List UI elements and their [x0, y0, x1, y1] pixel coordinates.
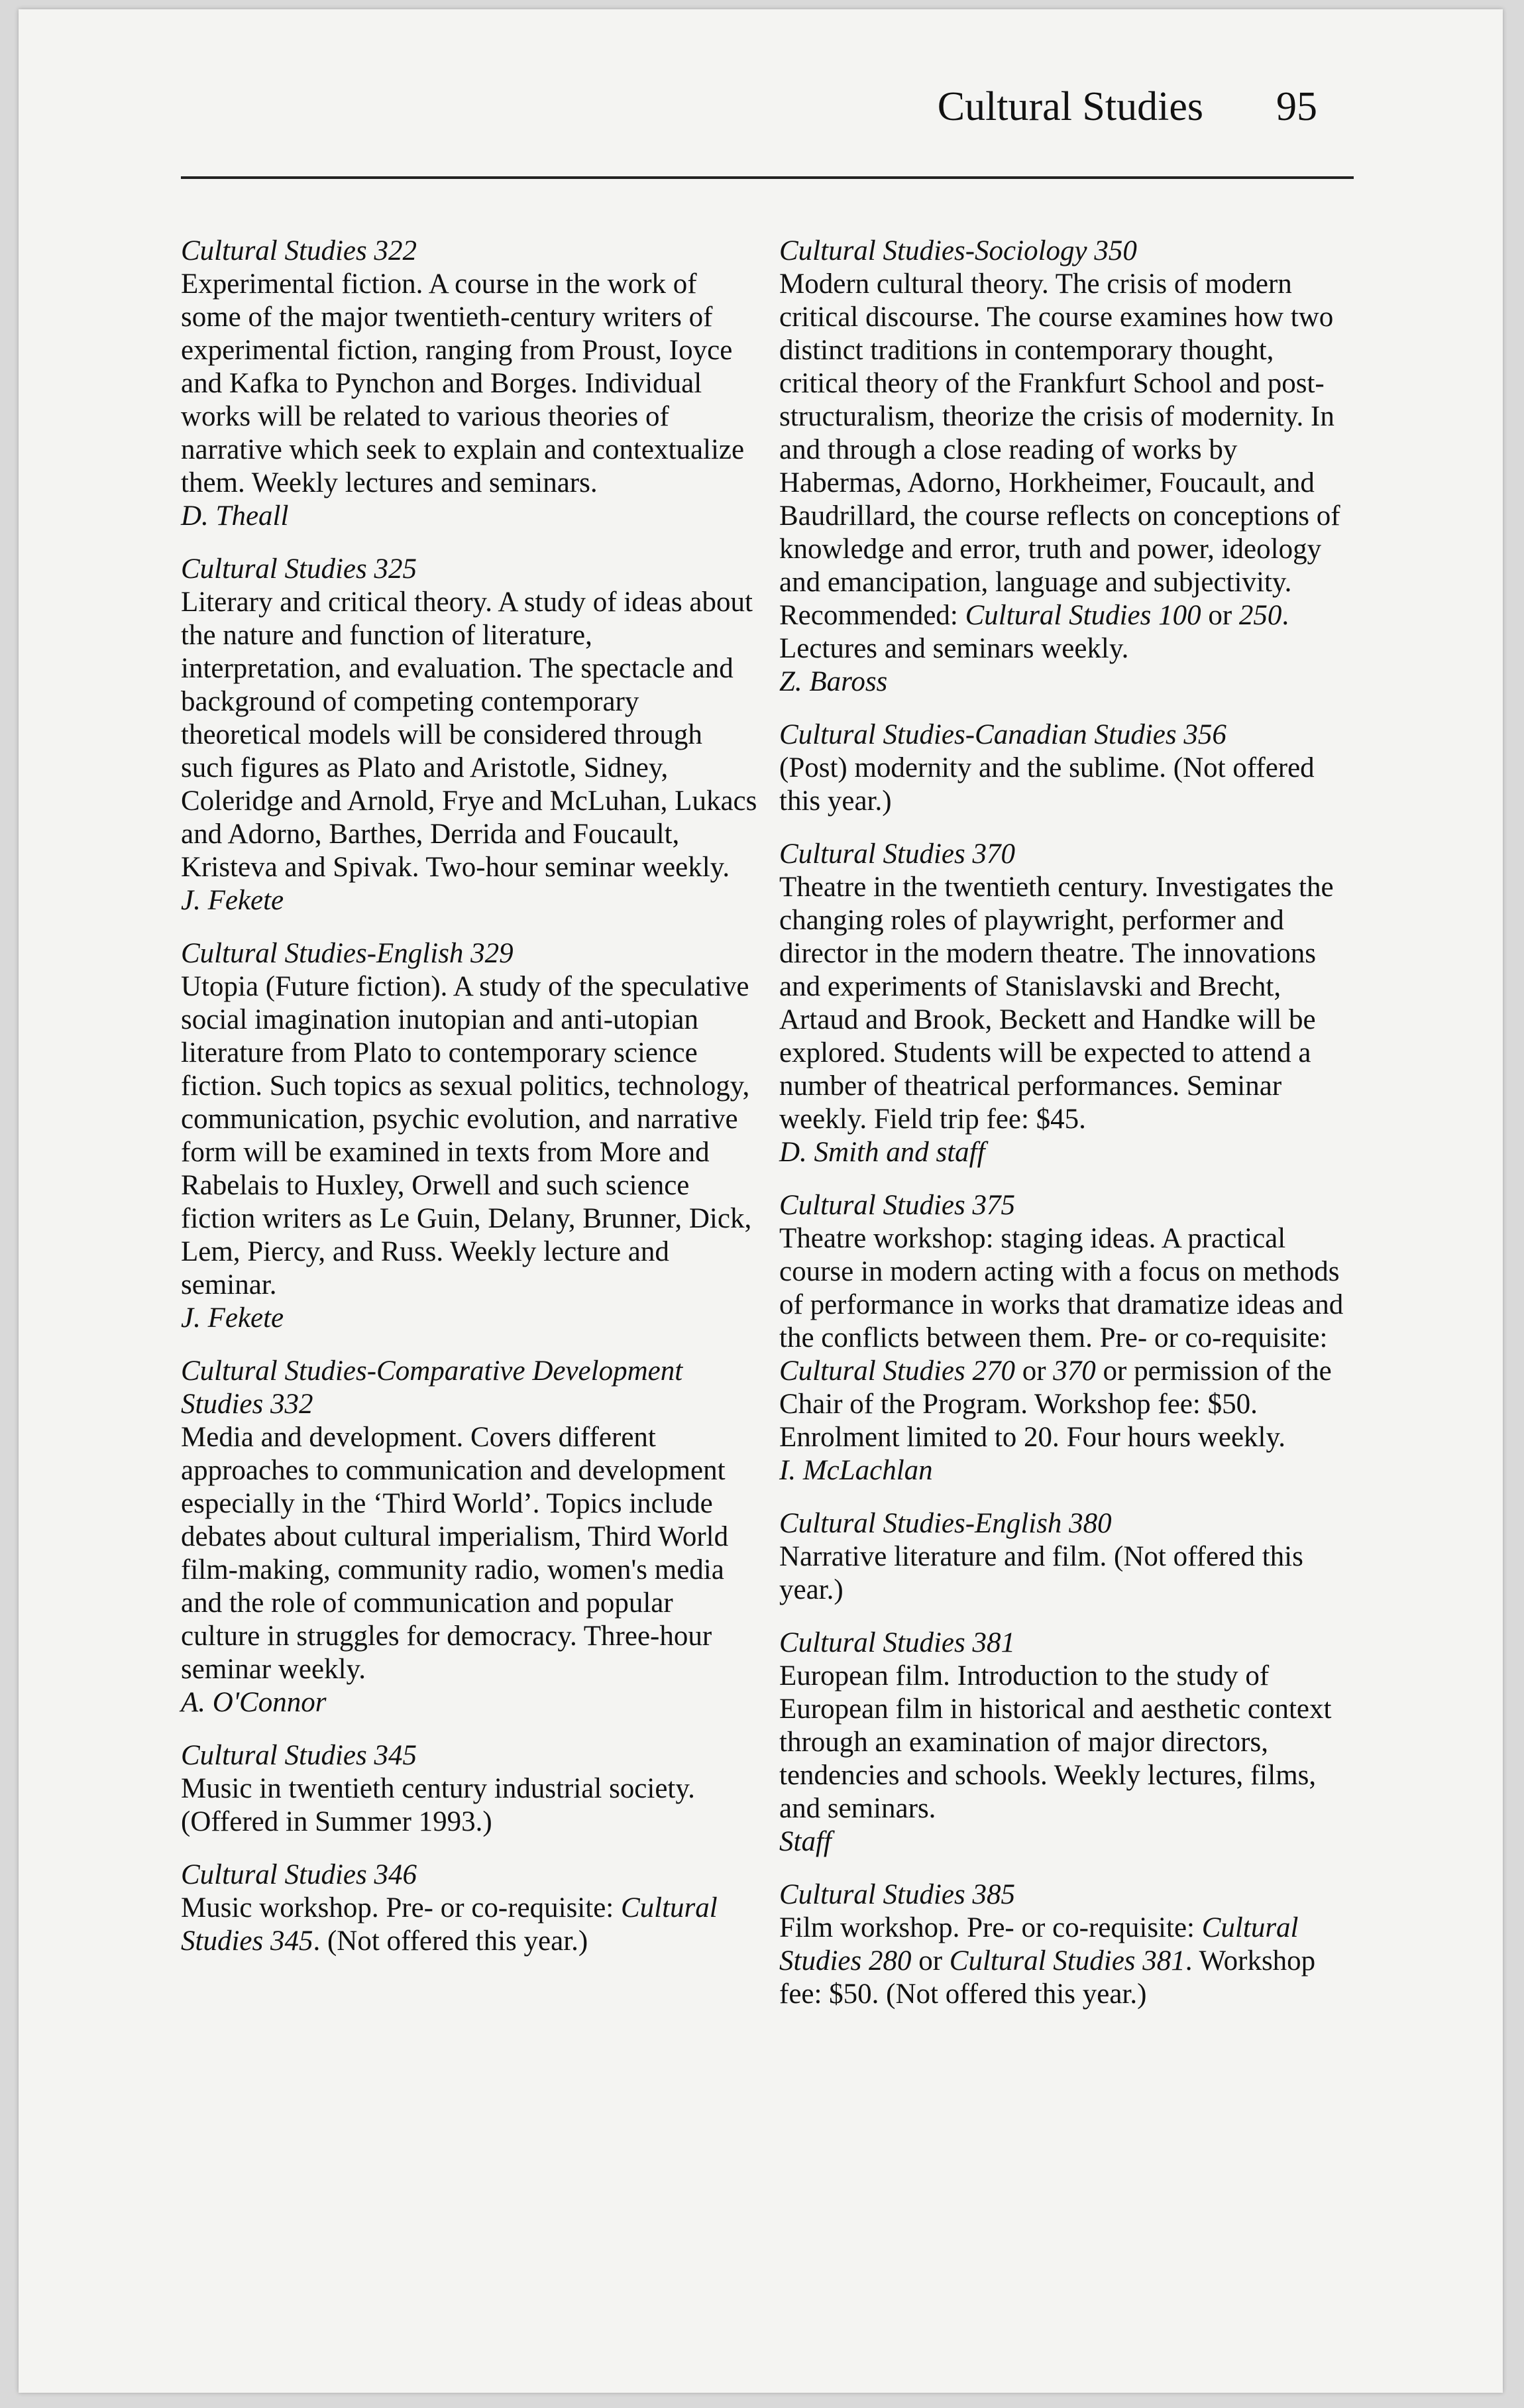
description-text: or [911, 1945, 950, 1977]
course-title: Cultural Studies 322 [181, 235, 417, 266]
page-number: 95 [1276, 84, 1317, 129]
description-text: Film workshop. Pre- or co-requisite: [779, 1912, 1202, 1943]
course-description [181, 970, 757, 1302]
description-text: Modern cultural theory. The crisis of modern critical discourse. The course examines how two distinct traditions in contemporary thought, critical theory of the Frankfurt School and post-structuralism, theorize the crisis of modernity. In and through a close reading of works by Habermas, Adorno, Horkheimer, Foucault, and Baudrillard, the course reflects on conceptions of knowledge and error, truth and power, ideology and emancipation, language and subjectivity. Recommended: [779, 268, 1340, 631]
course-reference: Cultural Studies 345 [181, 1892, 718, 1957]
description-text: . (Not offered this year.) [313, 1925, 588, 1957]
course-description [181, 586, 757, 884]
instructor-name: A. O'Connor [181, 1687, 327, 1718]
description-text: Utopia (Future fiction). A study of the speculative social imagination inutopian and anti-utopian literature from Plato to contemporary science fiction. Such topics as sexual politics, technology, communication, psychic evolution, and narrative form will be examined in texts from More and Rabelais to Huxley, Orwell and such science fiction writers as Le Guin, Delany, Brunner, Dick, Lem, Piercy, and Russ. Weekly lecture and seminar. [181, 971, 752, 1300]
course-reference: Cultural Studies 270 [779, 1355, 1015, 1387]
description-text: or [1014, 1355, 1054, 1387]
course-entry [779, 235, 1356, 699]
description-text: Theatre workshop: staging ideas. A practical course in modern acting with a focus on methods of performance in works that dramatize ideas and the conflicts between them. Pre- or co-requisite: [779, 1223, 1344, 1353]
course-entry [181, 1859, 757, 1958]
description-text: . Lectures and seminars weekly. [779, 600, 1289, 664]
course-title: Cultural Studies-Comparative Development Studies 332 [181, 1355, 683, 1420]
description-text: . Workshop fee: $50. (Not offered this year.) [779, 1945, 1316, 2010]
course-reference: Cultural Studies 280 [779, 1912, 1299, 1977]
instructor-name: J. Fekete [181, 1302, 284, 1334]
course-entry [181, 553, 757, 917]
course-title: Cultural Studies 345 [181, 1740, 417, 1771]
course-description [181, 268, 757, 500]
course-entry [779, 718, 1356, 818]
course-entry [181, 235, 757, 533]
instructor-name: I. McLachlan [779, 1455, 933, 1486]
course-entry [779, 1627, 1356, 1859]
course-description [779, 1540, 1356, 1607]
course-title: Cultural Studies-English 380 [779, 1508, 1112, 1539]
description-text: Theatre in the twentieth century. Investigates the changing roles of playwright, performer and director in the modern theatre. The innovations and experiments of Stanislavski and Brecht, Artaud and Brook, Beckett and Handke will be explored. Students will be expected to attend a number of theatrical performances. Seminar weekly. Field trip fee: $45. [779, 872, 1334, 1135]
instructor-name: D. Smith and staff [779, 1137, 985, 1168]
course-entry [181, 937, 757, 1335]
instructor-name: J. Fekete [181, 885, 284, 916]
course-description [181, 1892, 757, 1958]
course-description [181, 1421, 757, 1686]
description-text: (Post) modernity and the sublime. (Not offered this year.) [779, 752, 1315, 817]
course-description [779, 1912, 1356, 2011]
course-description [779, 1660, 1356, 1825]
course-description [779, 752, 1356, 818]
description-text: European film. Introduction to the study of European film in historical and aesthetic context through an examination of major directors, tendencies and schools. Weekly lectures, films, and seminars. [779, 1660, 1332, 1824]
description-text: Narrative literature and film. (Not offered this year.) [779, 1541, 1303, 1605]
course-title: Cultural Studies-Sociology 350 [779, 235, 1137, 266]
catalog-page [19, 9, 1503, 2393]
instructor-name: Staff [779, 1826, 832, 1857]
description-text: Literary and critical theory. A study of ideas about the nature and function of literature, interpretation, and evaluation. The spectacle and background of competing contemporary theoretical models will be considered through such figures as Plato and Aristotle, Sidney, Coleridge and Arnold, Frye and McLuhan, Lukacs and Adorno, Barthes, Derrida and Foucault, Kristeva and Spivak. Two-hour seminar weekly. [181, 587, 757, 883]
course-entry [779, 1878, 1356, 2011]
course-reference: 370 [1053, 1355, 1096, 1387]
course-title: Cultural Studies 346 [181, 1859, 417, 1890]
course-title: Cultural Studies-Canadian Studies 356 [779, 719, 1226, 750]
left-column [181, 235, 757, 1978]
course-title: Cultural Studies 375 [779, 1190, 1015, 1221]
course-entry [779, 1189, 1356, 1487]
instructor-name: Z. Baross [779, 666, 888, 697]
description-text: Experimental fiction. A course in the work of some of the major twentieth-century writers of experimental fiction, ranging from Proust, Ioyce and Kafka to Pynchon and Borges. Individual works will be related to various theories of narrative which seek to explain and contextualize them. Weekly lectures and seminars. [181, 268, 745, 498]
instructor-name: D. Theall [181, 500, 289, 532]
description-text: or permission of the Chair of the Program. Workshop fee: $50. Enrolment limited to 20. Four hours weekly. [779, 1355, 1332, 1453]
course-description [779, 268, 1356, 665]
course-description [779, 1222, 1356, 1454]
right-column [779, 235, 1356, 2031]
course-title: Cultural Studies 370 [779, 838, 1015, 870]
course-title: Cultural Studies 385 [779, 1879, 1015, 1910]
course-reference: 250 [1238, 600, 1282, 631]
course-description [779, 871, 1356, 1136]
section-title: Cultural Studies [937, 84, 1203, 129]
course-entry [181, 1739, 757, 1839]
description-text: Music workshop. Pre- or co-requisite: [181, 1892, 621, 1923]
description-text: Media and development. Covers different approaches to communication and development especially in the ‘Third World’. Topics include debates about cultural imperialism, Third World film-making, community radio, women's media and the role of communication and popular culture in struggles for democracy. Three-hour seminar weekly. [181, 1422, 729, 1685]
course-entry [779, 838, 1356, 1169]
running-head [938, 84, 1317, 131]
description-text: Music in twentieth century industrial society. (Offered in Summer 1993.) [181, 1773, 695, 1837]
header-rule [181, 176, 1354, 179]
course-reference: Cultural Studies 381 [949, 1945, 1185, 1977]
course-title: Cultural Studies 325 [181, 553, 417, 585]
course-entry [779, 1507, 1356, 1607]
course-reference: Cultural Studies 100 [965, 600, 1201, 631]
description-text: or [1201, 600, 1239, 631]
course-title: Cultural Studies-English 329 [181, 938, 514, 969]
course-title: Cultural Studies 381 [779, 1627, 1015, 1658]
course-description [181, 1772, 757, 1839]
course-entry [181, 1355, 757, 1719]
